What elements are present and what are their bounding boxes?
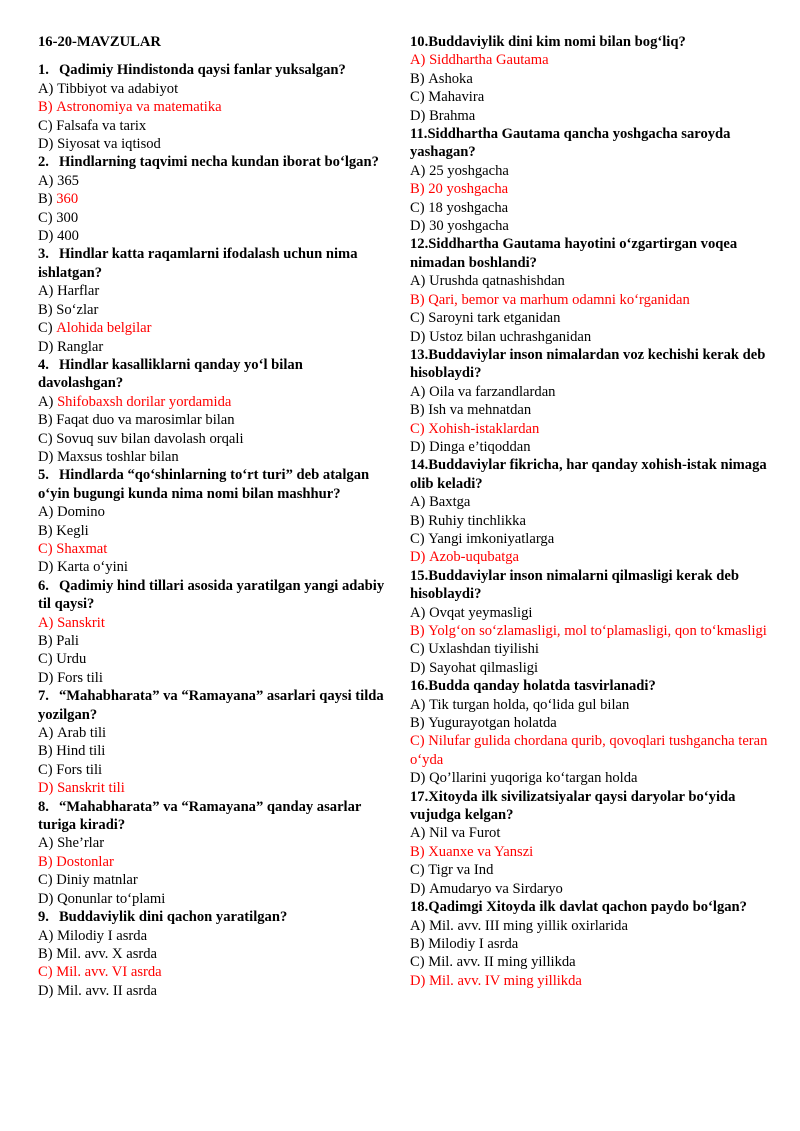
option-text: Tik turgan holda, qo‘lida gul bilan: [429, 696, 630, 713]
question-number: 11.: [410, 126, 428, 143]
question-title-text: Hindlar katta raqamlarni ifodalash uchun nima ishlatgan?: [38, 246, 358, 281]
option-text: Alohida belgilar: [56, 320, 152, 337]
question-block: [410, 235, 772, 345]
option-label: C): [410, 733, 429, 750]
answer-option: [410, 291, 772, 309]
option-label: C): [38, 117, 57, 134]
option-text: Tigr va Ind: [428, 862, 494, 879]
question-title-text: Buddaviylik dini qachon yaratilgan?: [58, 909, 288, 926]
questions-right: [410, 33, 772, 990]
option-label: D): [410, 880, 430, 897]
option-label: C): [38, 540, 57, 557]
option-text: Harflar: [57, 283, 100, 300]
answer-option: [410, 88, 772, 106]
option-label: A): [38, 927, 58, 944]
answer-option: [38, 319, 390, 337]
answer-option: [38, 301, 390, 319]
option-label: A): [410, 696, 430, 713]
option-text: Sayohat qilmasligi: [429, 659, 539, 676]
answer-option: [38, 172, 390, 190]
option-text: Mil. avv. III ming yillik oxirlarida: [429, 917, 628, 934]
option-text: Yugurayotgan holatda: [428, 715, 557, 732]
option-text: Hind tili: [56, 743, 106, 760]
option-text: Maxsus toshlar bilan: [57, 448, 179, 465]
option-label: B): [410, 291, 429, 308]
answer-option: [410, 70, 772, 88]
option-text: Qonunlar to‘plami: [57, 890, 166, 907]
question-number: 16.: [410, 678, 429, 695]
option-text: Mil. avv. VI asrda: [56, 964, 162, 981]
option-text: Mahavira: [428, 89, 485, 106]
option-label: A): [410, 604, 430, 621]
answer-option: [410, 493, 772, 511]
option-text: 300: [56, 209, 79, 226]
answer-option: [410, 217, 772, 235]
question-text: [38, 577, 390, 614]
option-label: A): [410, 825, 430, 842]
answer-option: [410, 880, 772, 898]
option-label: B): [38, 412, 57, 429]
option-text: Dinga e’tiqoddan: [429, 438, 531, 455]
option-text: Ranglar: [57, 338, 104, 355]
answer-option: [410, 420, 772, 438]
answer-option: [38, 393, 390, 411]
option-text: Saroyni tark etganidan: [428, 310, 561, 327]
option-label: D): [410, 770, 430, 787]
option-label: D): [38, 448, 58, 465]
option-label: B): [38, 945, 57, 962]
option-text: Ovqat yeymasligi: [429, 604, 533, 621]
option-label: D): [38, 890, 58, 907]
answer-option: [410, 401, 772, 419]
answer-option: [38, 945, 390, 963]
question-title-text: Hindlarda “qo‘shinlarning to‘rt turi” deb atalgan o‘yin bugungi kunda nima nomi bilan mashhur?: [38, 467, 370, 502]
answer-option: [38, 135, 390, 153]
option-label: B): [38, 522, 57, 539]
answer-option: [38, 761, 390, 779]
option-label: B): [38, 191, 57, 208]
option-text: Ustoz bilan uchrashganidan: [429, 328, 592, 345]
answer-option: [38, 853, 390, 871]
question-text: [38, 61, 390, 79]
option-text: Nilufar gulida chordana qurib, qovoqlari tushgancha teran o‘yda: [410, 733, 768, 768]
question-block: [38, 798, 390, 908]
question-title-text: Buddaviylar inson nimalarni qilmasligi kerak deb hisoblaydi?: [410, 567, 739, 603]
option-text: Milodiy I asrda: [57, 927, 148, 944]
option-text: Sanskrit tili: [57, 780, 125, 797]
question-title-text: Siddhartha Gautama hayotini o‘zgartirgan voqea nimadan boshlandi?: [410, 236, 738, 271]
answer-option: [38, 227, 390, 245]
question-title-text: Qadimiy hind tillari asosida yaratilgan yangi adabiy til qaysi?: [38, 577, 385, 613]
answer-option: [38, 742, 390, 760]
option-label: C): [410, 89, 429, 106]
option-text: Oila va farzandlardan: [429, 383, 556, 400]
question-number: 6.: [38, 577, 49, 594]
answer-option: [410, 824, 772, 842]
answer-option: [410, 199, 772, 217]
question-number: 1.: [38, 62, 49, 79]
option-text: 25 yoshgacha: [429, 162, 509, 179]
option-text: Amudaryo va Sirdaryo: [429, 880, 563, 897]
option-label: A): [410, 494, 430, 511]
answer-option: [410, 530, 772, 548]
question-title-text: “Mahabharata” va “Ramayana” asarlari qaysi tilda yozilgan?: [38, 688, 384, 723]
option-text: Mil. avv. II asrda: [57, 982, 158, 999]
answer-option: [410, 383, 772, 401]
option-text: Fors tili: [57, 669, 103, 686]
option-text: Karta o‘yini: [57, 559, 128, 576]
option-text: 20 yoshgacha: [428, 181, 509, 198]
option-text: 365: [57, 172, 79, 189]
answer-option: [38, 558, 390, 576]
question-number: 12.: [410, 236, 429, 253]
option-text: Ruhiy tinchlikka: [428, 512, 526, 529]
answer-option: [38, 724, 390, 742]
question-title-text: Siddhartha Gautama qancha yoshgacha saroyda yashagan?: [410, 126, 731, 161]
option-text: Fors tili: [56, 761, 103, 778]
option-text: Ashoka: [428, 70, 473, 87]
option-label: D): [410, 659, 430, 676]
option-text: Baxtga: [429, 494, 471, 511]
option-label: C): [38, 872, 57, 889]
question-number: 5.: [38, 467, 49, 484]
answer-option: [38, 522, 390, 540]
option-text: Siyosat va iqtisod: [57, 136, 161, 153]
answer-option: [410, 328, 772, 346]
option-text: Ish va mehnatdan: [428, 402, 532, 419]
option-label: B): [38, 633, 57, 649]
option-label: C): [38, 761, 57, 778]
option-text: Urushda qatnashishdan: [429, 273, 565, 290]
option-label: B): [38, 743, 57, 760]
answer-option: [410, 309, 772, 327]
option-label: C): [410, 954, 429, 971]
option-label: D): [410, 218, 430, 235]
option-label: B): [38, 99, 57, 116]
answer-option: [38, 540, 390, 558]
option-text: Tibbiyot va adabiyot: [57, 80, 179, 97]
option-label: A): [38, 283, 58, 300]
question-block: [38, 577, 390, 687]
question-block: [38, 245, 390, 355]
answer-option: [410, 659, 772, 677]
answer-option: [410, 917, 772, 935]
option-label: B): [410, 843, 429, 860]
option-label: A): [410, 917, 430, 934]
option-label: C): [38, 320, 57, 337]
answer-option: [38, 632, 390, 650]
option-label: C): [410, 862, 429, 879]
option-text: 360: [56, 191, 79, 208]
question-title-text: Budda qanday holatda tasvirlanadi?: [428, 678, 656, 695]
question-block: [410, 677, 772, 787]
option-label: B): [410, 512, 429, 529]
option-label: B): [410, 623, 429, 639]
question-number: 2.: [38, 154, 49, 171]
question-block: [38, 466, 390, 576]
option-text: Xohish-istaklardan: [428, 420, 540, 437]
answer-option: [410, 843, 772, 861]
option-text: Shaxmat: [56, 540, 108, 557]
option-label: D): [410, 549, 430, 566]
answer-option: [38, 890, 390, 908]
option-text: Diniy matnlar: [56, 872, 138, 889]
answer-option: [38, 338, 390, 356]
question-number: 3.: [38, 246, 49, 263]
option-label: B): [38, 853, 57, 870]
answer-option: [38, 430, 390, 448]
answer-option: [410, 512, 772, 530]
question-title-text: Hindlarning taqvimi necha kundan iborat bo‘lgan?: [58, 154, 379, 171]
option-label: A): [38, 172, 58, 189]
question-text: [410, 33, 772, 51]
option-label: A): [38, 80, 58, 97]
question-block: [410, 788, 772, 898]
question-text: [410, 456, 772, 493]
answer-option: [38, 650, 390, 668]
option-text: Domino: [57, 504, 105, 521]
question-title-text: “Mahabharata” va “Ramayana” qanday asarlar turiga kiradi?: [38, 798, 362, 834]
option-text: She’rlar: [57, 835, 105, 852]
option-label: D): [38, 669, 58, 686]
option-label: D): [38, 780, 58, 797]
question-text: [410, 346, 772, 383]
option-label: D): [410, 328, 430, 345]
answer-option: [38, 209, 390, 227]
option-label: C): [410, 641, 429, 658]
question-block: [410, 125, 772, 235]
option-label: D): [38, 228, 58, 245]
answer-option: [410, 732, 772, 769]
answer-option: [38, 834, 390, 852]
answer-option: [410, 180, 772, 198]
answer-option: [38, 98, 390, 116]
answer-option: [38, 982, 390, 1000]
answer-option: [38, 963, 390, 981]
option-text: Kegli: [56, 522, 89, 539]
question-block: [38, 687, 390, 797]
question-block: [38, 153, 390, 245]
answer-option: [38, 411, 390, 429]
question-block: [38, 908, 390, 1000]
answer-option: [38, 117, 390, 135]
option-label: C): [410, 310, 429, 327]
option-text: Mil. avv. II ming yillikda: [428, 954, 576, 971]
answer-option: [410, 272, 772, 290]
right-column: [410, 33, 772, 1131]
answer-option: [410, 162, 772, 180]
answer-option: [38, 503, 390, 521]
option-label: B): [410, 935, 429, 952]
question-number: 8.: [38, 798, 49, 815]
question-text: [410, 677, 772, 695]
question-number: 17.: [410, 788, 429, 805]
option-text: Pali: [56, 633, 79, 649]
questions-left: [38, 61, 390, 1000]
question-text: [38, 356, 390, 393]
option-text: Xuanxe va Yanszi: [428, 843, 534, 860]
answer-option: [410, 107, 772, 125]
option-text: Dostonlar: [56, 853, 114, 870]
question-number: 15.: [410, 567, 429, 584]
option-text: Qari, bemor va marhum odamni ko‘rganidan: [428, 291, 690, 308]
option-label: C): [410, 199, 429, 216]
option-text: Falsafa va tarix: [56, 117, 147, 134]
question-number: 14.: [410, 457, 429, 474]
question-block: [410, 33, 772, 125]
question-block: [410, 567, 772, 677]
question-title-text: Buddaviylar fikricha, har qanday xohish-istak nimaga olib keladi?: [410, 457, 767, 492]
question-text: [38, 153, 390, 171]
answer-option: [410, 714, 772, 732]
left-column: [38, 33, 390, 1131]
option-label: C): [38, 651, 57, 668]
option-text: Mil. avv. X asrda: [56, 945, 158, 962]
question-text: [38, 245, 390, 282]
answer-option: [410, 953, 772, 971]
option-label: A): [38, 393, 58, 410]
question-title-text: Buddaviylar inson nimalardan voz kechishi kerak deb hisoblaydi?: [410, 346, 766, 382]
answer-option: [38, 282, 390, 300]
option-label: B): [410, 402, 429, 419]
option-label: A): [38, 835, 58, 852]
question-text: [410, 898, 772, 916]
question-block: [410, 346, 772, 456]
answer-option: [410, 935, 772, 953]
option-label: B): [410, 181, 429, 198]
question-text: [38, 908, 390, 926]
option-text: Astronomiya va matematika: [56, 99, 222, 116]
answer-option: [410, 548, 772, 566]
question-title-text: Hindlar kasalliklarni qanday yo‘l bilan davolashgan?: [38, 356, 303, 392]
option-text: Milodiy I asrda: [428, 935, 519, 952]
question-number: 10.: [410, 34, 429, 50]
question-title-text: Qadimgi Xitoyda ilk davlat qachon paydo bo‘lgan?: [428, 899, 747, 916]
option-label: A): [38, 504, 58, 521]
answer-option: [410, 438, 772, 456]
answer-option: [38, 448, 390, 466]
question-text: [38, 798, 390, 835]
answer-option: [410, 769, 772, 787]
question-number: 18.: [410, 899, 429, 916]
option-text: Uxlashdan tiyilishi: [428, 641, 539, 658]
option-label: A): [410, 162, 430, 179]
option-label: B): [38, 301, 57, 318]
option-label: B): [410, 70, 429, 87]
answer-option: [38, 614, 390, 632]
answer-option: [38, 779, 390, 797]
option-text: Brahma: [429, 107, 476, 124]
option-label: D): [38, 982, 58, 999]
option-text: Yangi imkoniyatlarga: [428, 530, 555, 547]
question-block: [38, 356, 390, 466]
answer-option: [410, 604, 772, 622]
question-number: 4.: [38, 356, 49, 373]
option-label: A): [38, 725, 58, 742]
option-text: 400: [57, 228, 79, 245]
option-label: A): [410, 273, 430, 290]
answer-option: [410, 972, 772, 990]
answer-option: [38, 669, 390, 687]
question-text: [410, 235, 772, 272]
document-title: 16-20-MAVZULAR: [38, 34, 161, 50]
question-number: 13.: [410, 346, 429, 363]
question-text: [410, 788, 772, 825]
option-label: C): [38, 209, 57, 226]
answer-option: [410, 640, 772, 658]
option-label: A): [410, 52, 430, 69]
answer-option: [410, 861, 772, 879]
option-label: A): [38, 614, 58, 631]
option-label: C): [410, 530, 429, 547]
question-number: 9.: [38, 909, 49, 926]
option-text: 18 yoshgacha: [428, 199, 509, 216]
question-block: [38, 61, 390, 153]
option-label: B): [410, 715, 429, 732]
question-number: 7.: [38, 688, 49, 705]
answer-option: [38, 190, 390, 208]
answer-option: [410, 696, 772, 714]
option-text: Azob-uqubatga: [429, 549, 520, 566]
option-text: Urdu: [56, 651, 87, 668]
option-label: C): [410, 420, 429, 437]
question-text: [38, 687, 390, 724]
option-text: Shifobaxsh dorilar yordamida: [57, 393, 232, 410]
option-text: Arab tili: [57, 725, 107, 742]
option-label: D): [410, 972, 430, 989]
option-label: D): [410, 107, 430, 124]
question-title-text: Xitoyda ilk sivilizatsiyalar qaysi daryolar bo‘yida vujudga kelgan?: [410, 788, 736, 824]
option-label: C): [38, 430, 57, 447]
option-label: D): [38, 559, 58, 576]
question-block: [410, 898, 772, 990]
option-label: C): [38, 964, 57, 981]
option-text: Siddhartha Gautama: [429, 52, 549, 69]
option-label: D): [38, 338, 58, 355]
option-text: Nil va Furot: [429, 825, 501, 842]
question-block: [410, 456, 772, 566]
question-title-text: Buddaviylik dini kim nomi bilan bog‘liq?: [428, 34, 686, 50]
question-text: [38, 466, 390, 503]
option-text: So‘zlar: [56, 301, 99, 318]
option-text: Sovuq suv bilan davolash orqali: [56, 430, 244, 447]
option-text: 30 yoshgacha: [429, 218, 509, 235]
option-text: Sanskrit: [57, 614, 105, 631]
question-text: [410, 125, 772, 162]
option-text: Faqat duo va marosimlar bilan: [56, 412, 235, 429]
option-label: D): [38, 136, 58, 153]
option-text: Yolg‘on so‘zlamasligi, mol to‘plamasligi, qon to‘kmasligi: [428, 623, 767, 639]
answer-option: [410, 51, 772, 69]
answer-option: [410, 622, 772, 640]
option-label: A): [410, 383, 430, 400]
option-text: Mil. avv. IV ming yillikda: [429, 972, 582, 989]
question-title-text: Qadimiy Hindistonda qaysi fanlar yuksalgan?: [58, 62, 346, 79]
question-text: [410, 567, 772, 604]
option-label: D): [410, 438, 430, 455]
answer-option: [38, 80, 390, 98]
answer-option: [38, 871, 390, 889]
answer-option: [38, 927, 390, 945]
option-text: Qo’llarini yuqoriga ko‘targan holda: [429, 770, 638, 787]
